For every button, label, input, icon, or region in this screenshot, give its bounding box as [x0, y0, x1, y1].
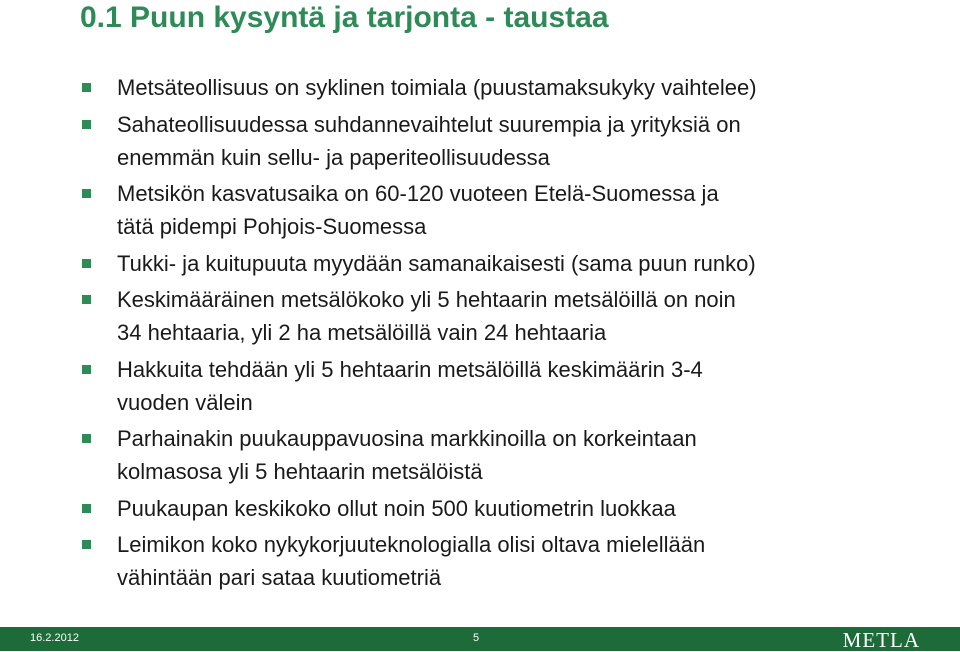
square-bullet-icon	[82, 259, 91, 268]
square-bullet-icon	[82, 189, 91, 198]
slide-title: 0.1 Puun kysyntä ja tarjonta - taustaa	[80, 1, 609, 34]
footer-bar	[0, 627, 960, 651]
bullet-line: tätä pidempi Pohjois-Suomessa	[117, 214, 427, 239]
bullet-line: kolmasosa yli 5 hehtaarin metsälöistä	[117, 459, 483, 484]
bullet-line: Sahateollisuudessa suhdannevaihtelut suurempia ja yrityksiä on	[117, 111, 741, 137]
square-bullet-icon	[82, 540, 91, 549]
square-bullet-icon	[82, 365, 91, 374]
bullet-line: Metsikön kasvatusaika on 60-120 vuoteen Etelä-Suomessa ja	[117, 181, 719, 206]
bullet-line: 34 hehtaaria, yli 2 ha metsälöillä vain 24 hehtaaria	[117, 320, 607, 345]
square-bullet-icon	[82, 434, 91, 443]
bullet-item	[80, 283, 900, 349]
bullet-line: Metsäteollisuus on syklinen toimiala (puustamaksukyky vaihtelee)	[117, 75, 757, 100]
bullet-item	[80, 422, 900, 488]
bullet-line: enemmän kuin sellu- ja paperiteollisuudessa	[117, 144, 550, 170]
metla-logo: METLA	[842, 628, 920, 652]
bullet-item	[80, 177, 900, 243]
bullet-line: Keskimääräinen metsälökoko yli 5 hehtaarin metsälöillä on noin	[117, 287, 736, 312]
bullet-item	[80, 108, 900, 174]
bullet-line: Hakkuita tehdään yli 5 hehtaarin metsälöillä keskimäärin 3-4	[117, 356, 703, 382]
bullet-item	[80, 492, 900, 525]
square-bullet-icon	[82, 504, 91, 513]
bullet-line: Parhainakin puukauppavuosina markkinoilla on korkeintaan	[117, 426, 697, 451]
square-bullet-icon	[82, 295, 91, 304]
bullet-list	[80, 71, 900, 598]
bullet-line: Puukaupan keskikoko ollut noin 500 kuutiometrin luokkaa	[117, 495, 676, 521]
bullet-item	[80, 353, 900, 419]
bullet-line: Tukki- ja kuitupuuta myydään samanaikaisesti (sama puun runko)	[117, 250, 756, 276]
bullet-item	[80, 247, 900, 280]
bullet-item	[80, 528, 900, 594]
square-bullet-icon	[82, 120, 91, 129]
bullet-line: vuoden välein	[117, 389, 253, 415]
square-bullet-icon	[82, 83, 91, 92]
bullet-item	[80, 71, 900, 104]
bullet-line: Leimikon koko nykykorjuuteknologialla olisi oltava mielellään	[117, 532, 706, 557]
page-number: 5	[473, 632, 480, 644]
bullet-line: vähintään pari sataa kuutiometriä	[117, 565, 442, 590]
footer-date: 16.2.2012	[30, 632, 79, 644]
